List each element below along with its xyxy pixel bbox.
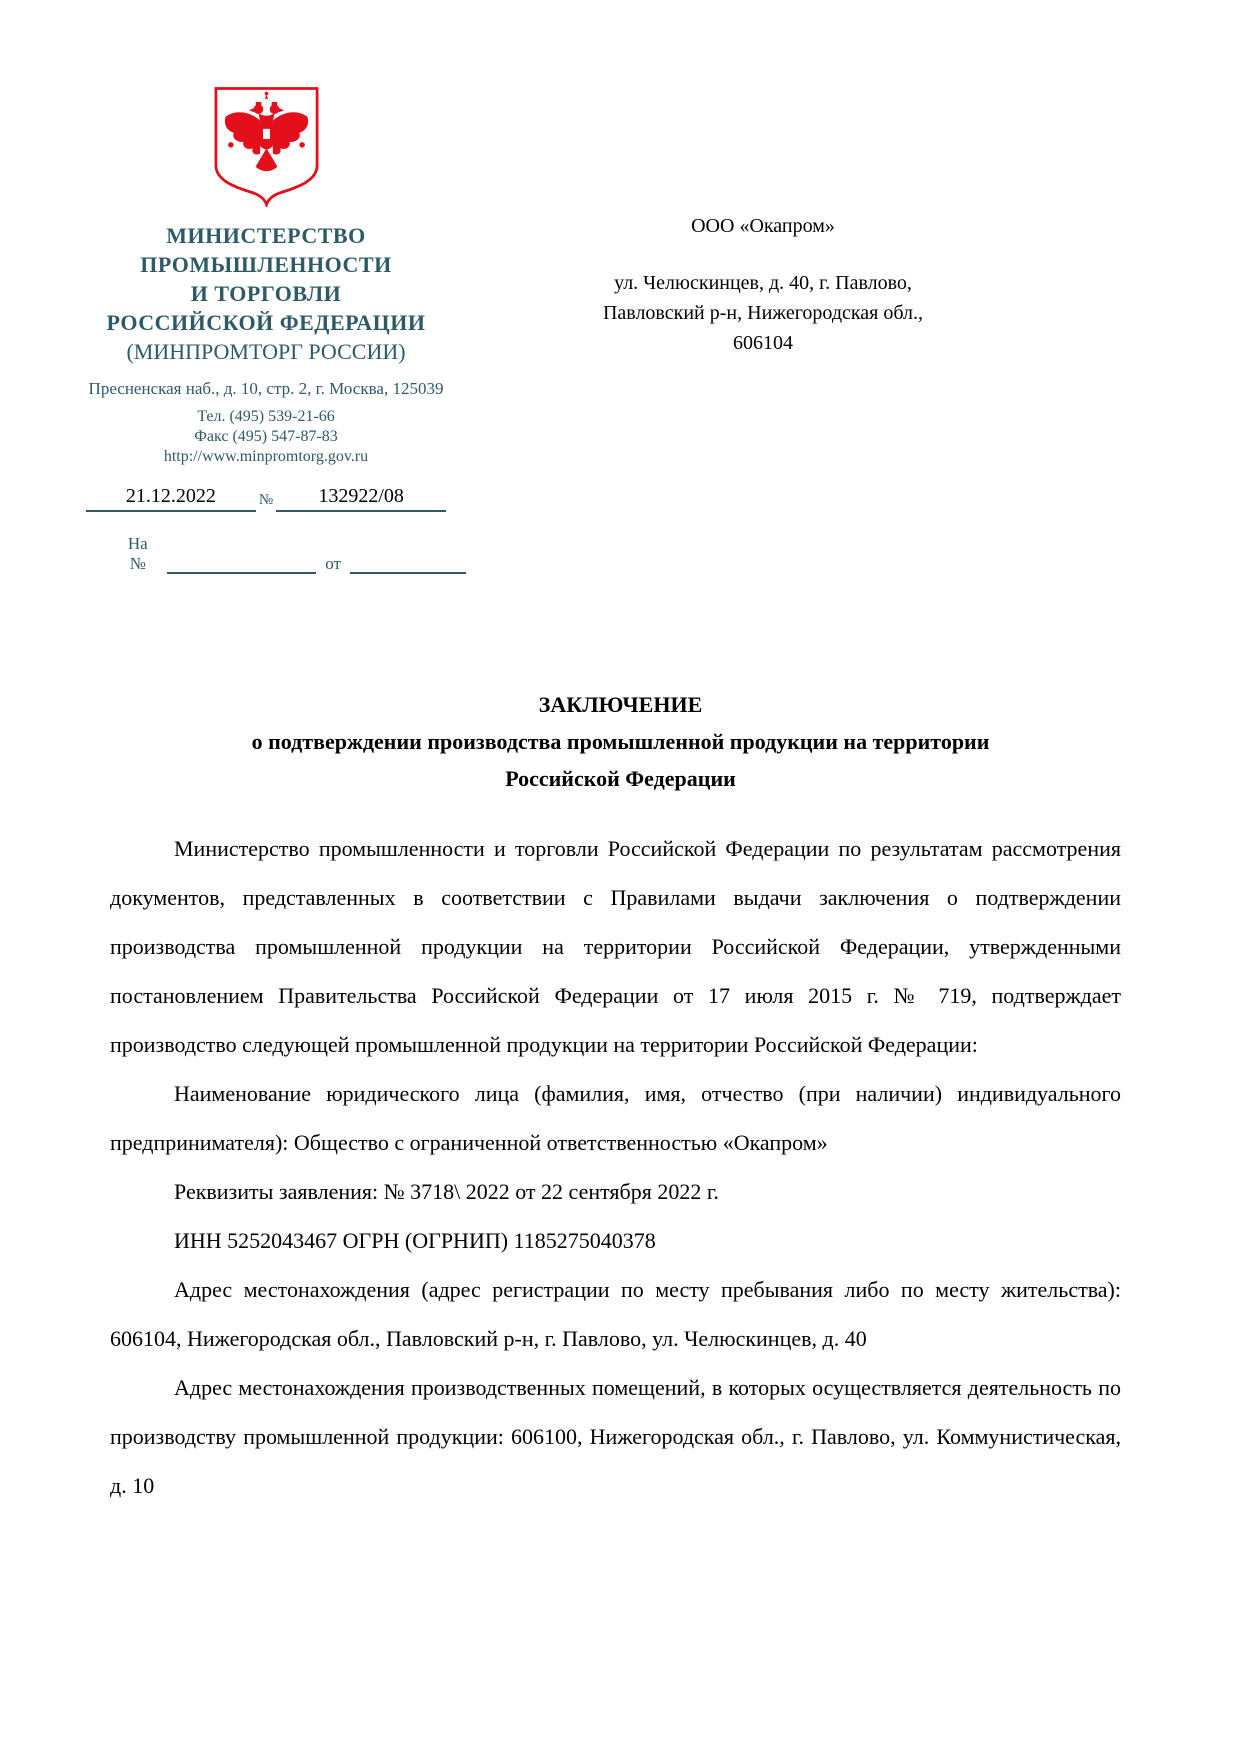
reference-row: [66, 534, 466, 574]
reference-number-blank: [167, 555, 317, 574]
document-date-number-row: [66, 485, 466, 512]
body-paragraph: Министерство промышленности и торговли Российской Федерации по результатам рассмотрения документов, представленных в соответствии с Правилами выдачи заключения о подтверждении производства промышленной продукции на территории Российской Федерации, утвержденными постановлением Правительства Российской Федерации от 17 июля 2015 г. № 719, подтверждает производство следующей промышленной продукции на территории Российской Федерации:: [110, 836, 1121, 1057]
reference-date-blank: [350, 555, 466, 574]
document-title-block: [0, 686, 1241, 797]
recipient-address-line: Павловский р-н, Нижегородская обл.,: [602, 302, 924, 324]
ministry-name-line: И ТОРГОВЛИ: [190, 281, 342, 306]
recipient-block: [518, 213, 1008, 358]
number-sign: №: [258, 492, 274, 508]
body-paragraph: Наименование юридического лица (фамилия, имя, отчество (при наличии) индивидуального предпринимателя): Общество с ограниченной ответственностью «Окапром»: [110, 1081, 1121, 1155]
document-title: ЗАКЛЮЧЕНИЕ: [538, 692, 703, 717]
reference-from-label: от: [325, 554, 341, 573]
recipient-address-line: 606104: [733, 332, 793, 354]
ministry-contacts: [66, 407, 466, 467]
ministry-name: [66, 221, 466, 337]
body-paragraph: Адрес местонахождения производственных помещений, в которых осуществляется деятельность по производству промышленной продукции: 606100, Нижегородская обл., г. Павлово, ул. Коммунистическая, д. 10: [110, 1375, 1121, 1498]
letterhead: [0, 85, 1241, 574]
body-paragraph: Адрес местонахождения (адрес регистрации по месту пребывания либо по месту жительства): 606104, Нижегородская обл., Павловский р-н, г. Павлово, ул. Челюскинцев, д. 40: [110, 1277, 1121, 1351]
document-body: [110, 824, 1121, 1510]
recipient-address-line: ул. Челюскинцев, д. 40, г. Павлово,: [614, 272, 912, 294]
recipient-address: [518, 268, 1008, 358]
ministry-address: Пресненская наб., д. 10, стр. 2, г. Москва, 125039: [88, 379, 444, 398]
ministry-short-name: (МИНПРОМТОРГ РОССИИ): [126, 339, 406, 364]
ministry-website: http://www.minpromtorg.gov.ru: [163, 448, 369, 465]
ministry-block: [66, 85, 466, 574]
ministry-name-line: ПРОМЫШЛЕННОСТИ: [140, 252, 392, 277]
ministry-name-line: РОССИЙСКОЙ ФЕДЕРАЦИИ: [106, 310, 426, 335]
body-paragraph: ИНН 5252043467 ОГРН (ОГРНИП) 1185275040378: [174, 1228, 656, 1253]
document-number: 132922/08: [276, 485, 446, 512]
body-paragraph: Реквизиты заявления: № 3718\ 2022 от 22 сентября 2022 г.: [174, 1179, 719, 1204]
recipient-name: ООО «Окапром»: [691, 215, 835, 237]
document-subtitle-line: Российской Федерации: [505, 766, 736, 791]
ministry-phone: Тел. (495) 539-21-66: [197, 408, 335, 425]
ministry-fax: Факс (495) 547-87-83: [194, 428, 338, 445]
ministry-name-line: МИНИСТЕРСТВО: [166, 223, 366, 248]
russia-coat-of-arms-icon: [209, 85, 324, 207]
document-subtitle-line: о подтверждении производства промышленной продукции на территории: [251, 729, 990, 754]
reference-label: На №: [127, 534, 148, 573]
document-date: 21.12.2022: [86, 485, 256, 512]
